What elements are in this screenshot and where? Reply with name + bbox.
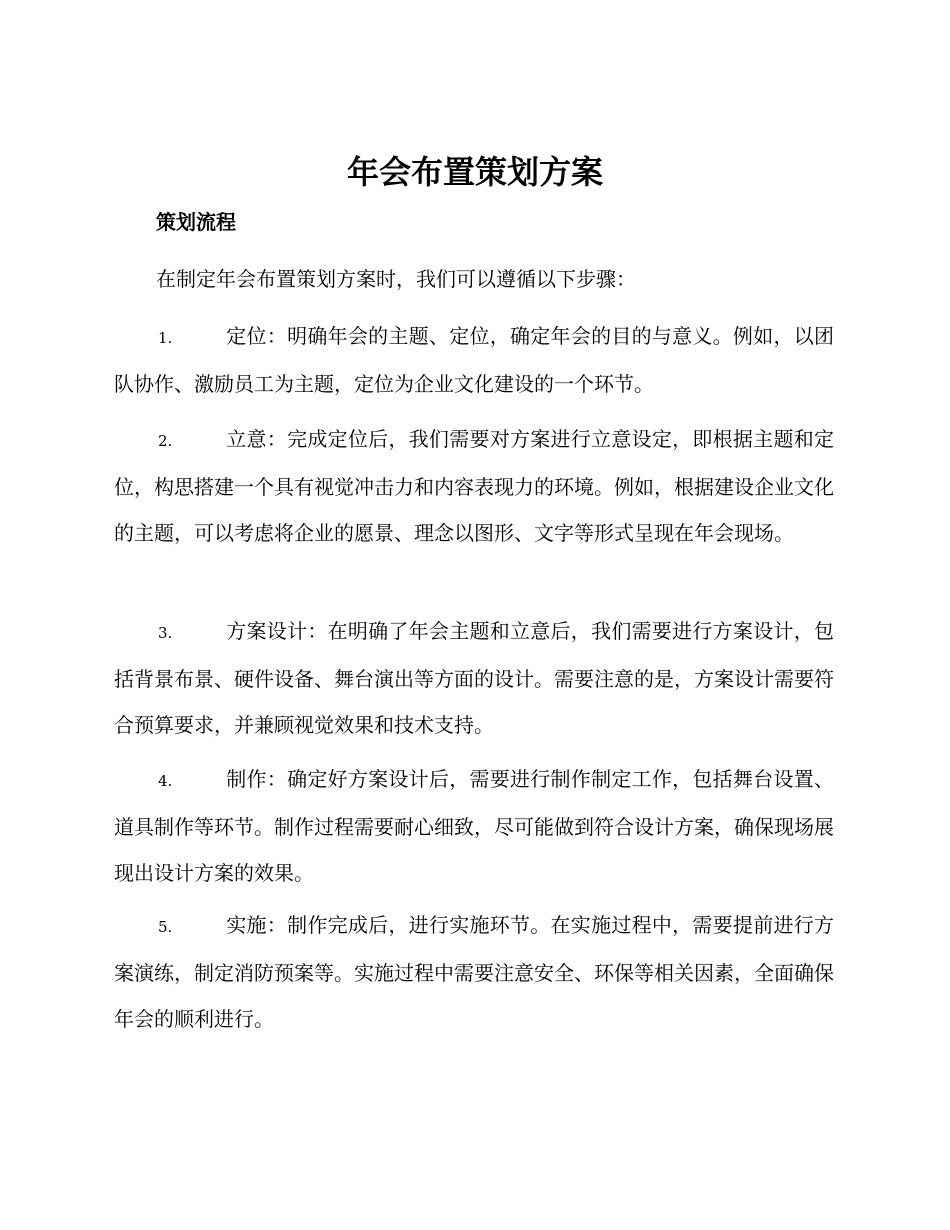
step-text: 方案设计：在明确了年会主题和立意后，我们需要进行方案设计，包括背景布景、硬件设备、舞台演出等方面的设计。需要注意的是，方案设计需要符合预算要求，并兼顾视觉效果和技术支持。 — [114, 619, 834, 737]
step-number: 3. — [158, 624, 173, 642]
step-number: 5. — [158, 918, 173, 936]
step-item — [114, 608, 834, 748]
step-number: 1. — [158, 329, 173, 347]
step-number: 2. — [158, 432, 173, 450]
step-text: 立意：完成定位后，我们需要对方案进行立意设定，即根据主题和定位，构思搭建一个具有视觉冲击力和内容表现力的环境。例如，根据建设企业文化的主题，可以考虑将企业的愿景、理念以图形、文字等形式呈现在年会现场。 — [114, 427, 834, 545]
step-item — [114, 416, 834, 556]
step-item — [114, 756, 834, 896]
step-item — [114, 313, 834, 407]
step-item — [114, 902, 834, 1042]
section-heading: 策划流程 — [156, 210, 236, 234]
step-text: 定位：明确年会的主题、定位，确定年会的目的与意义。例如，以团队协作、激励员工为主题，定位为企业文化建设的一个环节。 — [114, 324, 834, 396]
step-text: 实施：制作完成后，进行实施环节。在实施过程中，需要提前进行方案演练，制定消防预案等。实施过程中需要注意安全、环保等相关因素，全面确保年会的顺利进行。 — [114, 913, 834, 1031]
step-text: 制作：确定好方案设计后，需要进行制作制定工作，包括舞台设置、道具制作等环节。制作过程需要耐心细致，尽可能做到符合设计方案，确保现场展现出设计方案的效果。 — [114, 767, 834, 885]
intro-paragraph: 在制定年会布置策划方案时，我们可以遵循以下步骤： — [156, 267, 636, 291]
step-number: 4. — [158, 772, 173, 790]
document-title: 年会布置策划方案 — [346, 153, 603, 191]
